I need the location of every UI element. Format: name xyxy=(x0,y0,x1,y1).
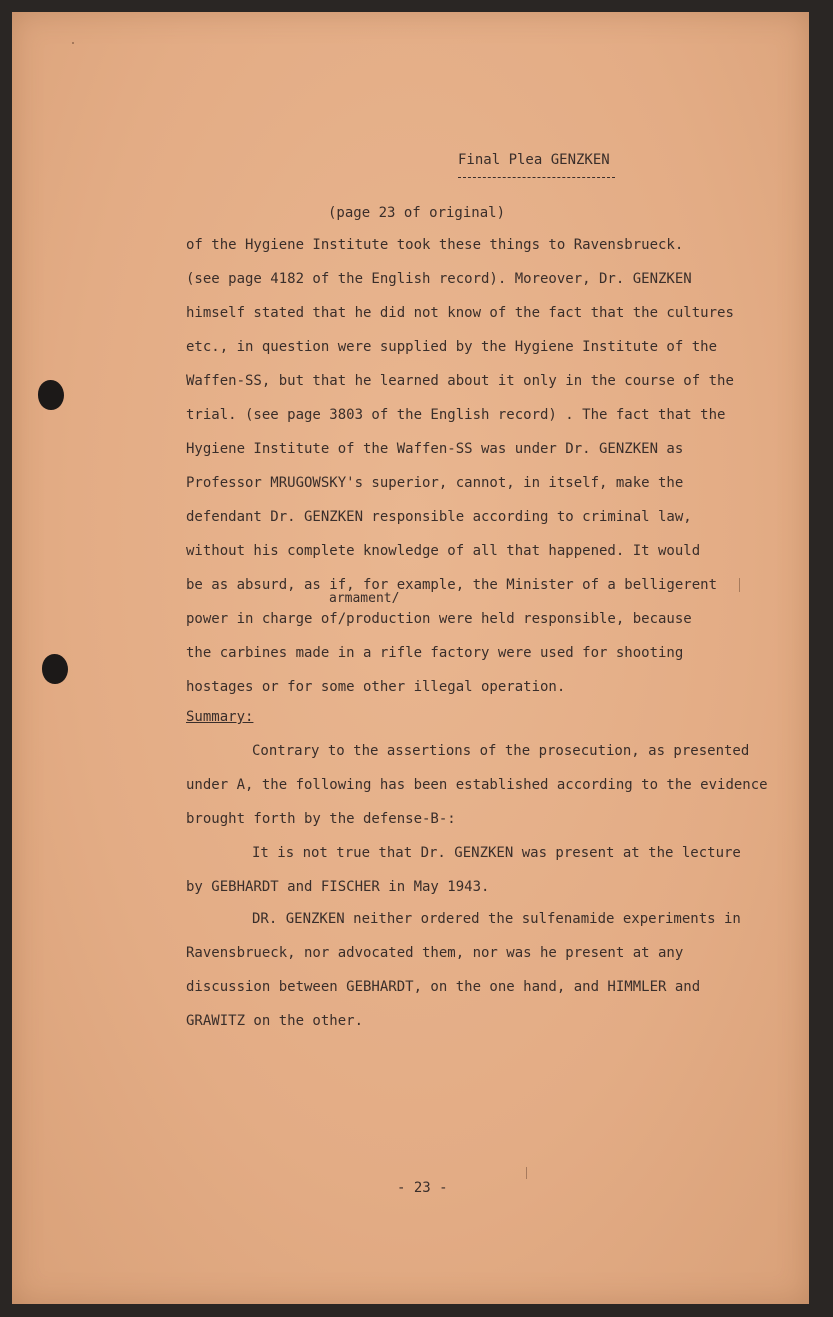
body-line: the carbines made in a rifle factory were used for shooting xyxy=(186,645,684,661)
summary-line: discussion between GEBHARDT, on the one hand, and HIMMLER and xyxy=(186,979,701,995)
summary-heading: Summary: xyxy=(186,709,254,725)
body-line: be as absurd, as if, for example, the Minister of a belligerent xyxy=(186,577,718,593)
document-heading: Final Plea GENZKEN xyxy=(458,152,610,168)
summary-line: under A, the following has been established according to the evidence xyxy=(186,777,768,793)
summary-line: brought forth by the defense-B-: xyxy=(186,811,456,827)
handwritten-insert: armament/ xyxy=(329,591,400,606)
body-line: etc., in question were supplied by the Hygiene Institute of the xyxy=(186,339,718,355)
document-page xyxy=(12,12,809,1304)
body-line: Waffen-SS, but that he learned about it only in the course of the xyxy=(186,373,734,389)
body-line: Professor MRUGOWSKY's superior, cannot, in itself, make the xyxy=(186,475,684,491)
punch-hole-bottom xyxy=(42,654,68,684)
punch-hole-top xyxy=(38,380,64,410)
body-line: defendant Dr. GENZKEN responsible according to criminal law, xyxy=(186,509,692,525)
body-line: without his complete knowledge of all that happened. It would xyxy=(186,543,701,559)
summary-line: Ravensbrueck, nor advocated them, nor was he present at any xyxy=(186,945,684,961)
body-line: trial. (see page 3803 of the English record) . The fact that the xyxy=(186,407,726,423)
summary-line: DR. GENZKEN neither ordered the sulfenamide experiments in xyxy=(252,911,741,927)
body-line: (see page 4182 of the English record). Moreover, Dr. GENZKEN xyxy=(186,271,692,287)
page-number: - 23 - xyxy=(397,1180,448,1196)
body-line: hostages or for some other illegal operation. xyxy=(186,679,566,695)
body-line: of the Hygiene Institute took these things to Ravensbrueck. xyxy=(186,237,684,253)
summary-line: GRAWITZ on the other. xyxy=(186,1013,364,1029)
body-line: power in charge of/production were held responsible, because xyxy=(186,611,692,627)
page-reference: (page 23 of original) xyxy=(328,205,506,221)
summary-line: Contrary to the assertions of the prosecution, as presented xyxy=(252,743,750,759)
body-line: himself stated that he did not know of the fact that the cultures xyxy=(186,305,734,321)
pencil-tick xyxy=(526,1167,527,1179)
summary-line: It is not true that Dr. GENZKEN was present at the lecture xyxy=(252,845,741,861)
paper-speck xyxy=(72,42,74,44)
summary-line: by GEBHARDT and FISCHER in May 1943. xyxy=(186,879,490,895)
pencil-tick xyxy=(739,578,740,592)
body-line: Hygiene Institute of the Waffen-SS was under Dr. GENZKEN as xyxy=(186,441,684,457)
heading-underline xyxy=(458,177,615,178)
